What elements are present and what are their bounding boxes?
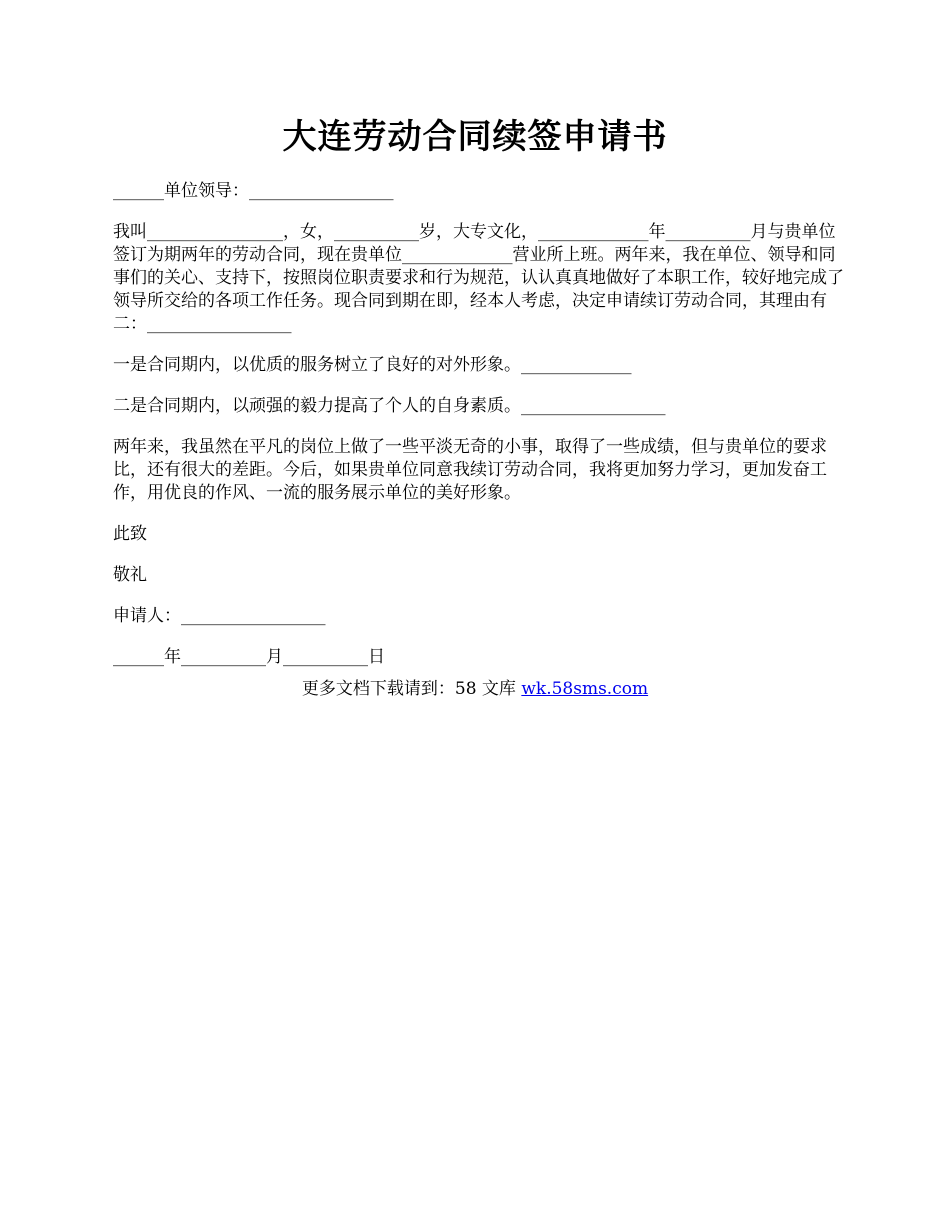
download-footer	[0, 678, 950, 701]
document-title: 大连劳动合同续签申请书	[282, 117, 668, 157]
footer-text: 更多文档下载请到：58 文库	[301, 679, 522, 699]
applicant-signature-line: 申请人：_________________	[113, 606, 326, 626]
intro-paragraph: 我叫________________，女，__________岁，大专文化，_____________年__________月与贵单位签订为期两年的劳动合同，现在贵单位_____________营业所上班。两年来，我在单位、领导和同事们的关心、支持下，按照岗位职责要求和行为规范，认认真真地做好了本职工作，较好地完成了领导所交给的各项工作任务。现合同到期在即，经本人考虑，决定申请续订劳动合同，其理由有二：_________________	[113, 222, 844, 334]
footer-link[interactable]: wk.58sms.com	[521, 679, 649, 699]
salutation-line: ______单位领导：_________________	[113, 181, 394, 201]
closing-phrase-1: 此致	[113, 524, 147, 544]
document-body	[113, 180, 848, 687]
reason-one-paragraph: 一是合同期内，以优质的服务树立了良好的对外形象。_____________	[113, 355, 632, 375]
date-line: ______年__________月__________日	[113, 647, 385, 667]
closing-paragraph: 两年来，我虽然在平凡的岗位上做了一些平淡无奇的小事，取得了一些成绩，但与贵单位的要求比，还有很大的差距。今后，如果贵单位同意我续订劳动合同，我将更加努力学习，更加发奋工作，用优良的作风、一流的服务展示单位的美好形象。	[113, 437, 827, 503]
reason-two-paragraph: 二是合同期内，以顽强的毅力提高了个人的自身素质。_________________	[113, 396, 666, 416]
closing-phrase-2: 敬礼	[113, 565, 147, 585]
